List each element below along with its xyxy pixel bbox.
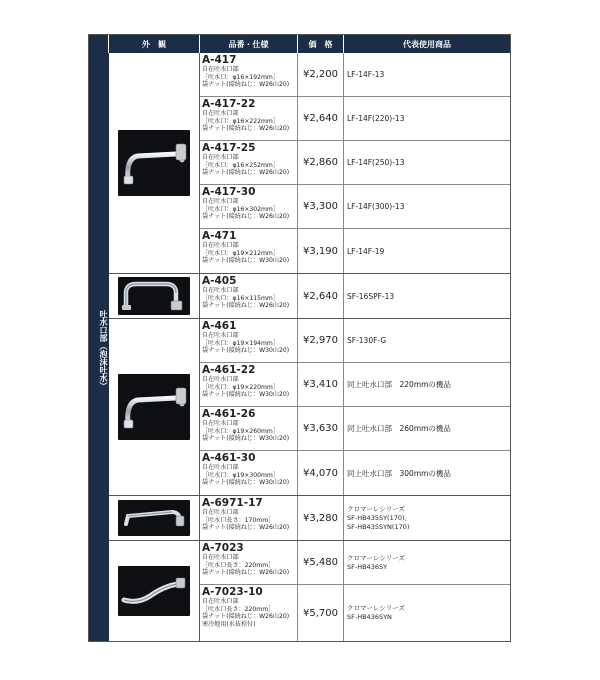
- table-body: [89, 53, 510, 641]
- spec-line: 袋ナット(接続ねじ：W30山20): [202, 257, 290, 265]
- header-price: 価 格: [298, 35, 344, 53]
- spec-line: ［吐水口：φ16×302mm］: [202, 205, 279, 213]
- part-cell: [200, 229, 298, 273]
- part-number: A-6971-17: [202, 497, 263, 509]
- table-row: [200, 274, 510, 318]
- model-lines: [347, 424, 451, 433]
- part-number: A-461: [202, 320, 237, 332]
- spec-line: ［吐水口：φ19×300mm］: [202, 471, 279, 479]
- spec-line: 袋ナット(接続ねじ：W26山20): [202, 613, 290, 621]
- table-row: [200, 407, 510, 451]
- model-cell: [344, 319, 510, 362]
- model-cell: [344, 585, 510, 641]
- table-row: [200, 451, 510, 495]
- part-number: A-417: [202, 54, 237, 66]
- part-number: A-461-30: [202, 452, 256, 464]
- table-row: [200, 97, 510, 141]
- product-photo-cell: [109, 53, 200, 273]
- part-cell: [200, 363, 298, 406]
- spec-line: 袋ナット(接続ねじ：W26山20): [202, 169, 290, 177]
- model-lines: [347, 336, 386, 345]
- part-cell: [200, 274, 298, 318]
- spec-line: 袋ナット(接続ねじ：W30山20): [202, 435, 290, 443]
- model-line: クロマーレシリーズ: [347, 504, 405, 513]
- spec-line: ［吐水口長さ：220mm］: [202, 605, 275, 613]
- header-appearance: 外 観: [109, 35, 200, 53]
- price-cell: ¥4,070: [298, 451, 344, 495]
- table-row: [200, 496, 510, 540]
- model-cell: [344, 496, 510, 540]
- price-cell: ¥5,700: [298, 585, 344, 641]
- part-cell: [200, 53, 298, 96]
- model-cell: [344, 451, 510, 495]
- price-cell: ¥2,860: [298, 141, 344, 184]
- spec-line: 袋ナット(接続ねじ：W26山20): [202, 569, 290, 577]
- part-cell: [200, 541, 298, 584]
- table-row: [200, 185, 510, 229]
- product-group: [109, 541, 510, 641]
- product-rows: [200, 274, 510, 318]
- product-group: [109, 319, 510, 496]
- spec-line: ［吐水口：φ19×194mm］: [202, 339, 279, 347]
- table-row: [200, 229, 510, 273]
- model-line: SF-HB435SY(170)、: [347, 513, 412, 522]
- model-line: 同上吐水口部 220mmの機品: [347, 380, 451, 389]
- table-row: [200, 319, 510, 363]
- spec-line: ［吐水口：φ16×192mm］: [202, 73, 279, 81]
- model-cell: [344, 363, 510, 406]
- table-row: [200, 585, 510, 641]
- spec-line: 自在吐水口部: [202, 332, 239, 339]
- part-cell: [200, 496, 298, 540]
- model-lines: [347, 202, 404, 211]
- spec-line: 自在吐水口部: [202, 554, 239, 561]
- spec-line: 自在吐水口部: [202, 509, 239, 516]
- part-cell: [200, 185, 298, 228]
- price-cell: ¥5,480: [298, 541, 344, 584]
- spec-line: ［吐水口：φ19×260mm］: [202, 427, 279, 435]
- category-label: 吐水口部（泡沫吐水）: [89, 53, 109, 641]
- product-group: [109, 496, 510, 541]
- parts-table: [88, 34, 511, 642]
- product-rows: [200, 53, 510, 273]
- part-number: A-461-22: [202, 364, 256, 376]
- model-cell: [344, 229, 510, 273]
- model-lines: [347, 158, 404, 167]
- model-lines: [347, 469, 451, 478]
- header-model: 代表使用商品: [403, 39, 451, 49]
- spec-line: 自在吐水口部: [202, 154, 239, 161]
- spec-line: 自在吐水口部: [202, 66, 239, 73]
- part-number: A-461-26: [202, 408, 256, 420]
- spec-line: ［吐水口：φ16×222mm］: [202, 117, 279, 125]
- price-cell: ¥2,200: [298, 53, 344, 96]
- model-cell: [344, 185, 510, 228]
- part-cell: [200, 141, 298, 184]
- part-number: A-417-25: [202, 142, 256, 154]
- product-photo-cell: [109, 541, 200, 641]
- model-cell: [344, 141, 510, 184]
- product-rows: [200, 319, 510, 495]
- header-part-spec: 品番・仕様: [200, 35, 298, 53]
- model-line: SF-HB436SYN: [347, 613, 392, 621]
- model-line: クロマーレシリーズ: [347, 553, 405, 562]
- spec-line: ［吐水口長さ：170mm］: [202, 516, 275, 524]
- part-cell: [200, 319, 298, 362]
- model-cell: [344, 274, 510, 318]
- part-number: A-417-30: [202, 186, 256, 198]
- model-lines: [347, 292, 394, 301]
- model-lines: [347, 380, 451, 389]
- model-line: LF-14F(250)-13: [347, 158, 405, 167]
- price-cell: ¥2,640: [298, 97, 344, 140]
- price-cell: ¥3,300: [298, 185, 344, 228]
- model-line: SF-130F-G: [347, 336, 387, 345]
- spec-line: 寒冷地用(水抜栓付): [202, 620, 256, 628]
- model-line: LF-14F(300)-13: [347, 202, 405, 211]
- spec-line: 袋ナット(接続ねじ：W26山20): [202, 213, 290, 221]
- model-cell: [344, 541, 510, 584]
- product-photo-cell: [109, 496, 200, 540]
- model-line: クロマーレシリーズ: [347, 604, 405, 612]
- model-line: LF-14F-13: [347, 70, 385, 79]
- spec-line: ［吐水口：φ19×220mm］: [202, 383, 279, 391]
- part-cell: [200, 97, 298, 140]
- product-rows: [200, 541, 510, 641]
- model-line: 同上吐水口部 260mmの機品: [347, 424, 451, 433]
- model-line: SF-HB435SYN(170): [347, 522, 410, 531]
- product-rows: [200, 496, 510, 540]
- faucet-spout-photo: [118, 374, 190, 440]
- spec-line: 自在吐水口部: [202, 598, 239, 605]
- product-group: [109, 53, 510, 274]
- table-row: [200, 141, 510, 185]
- header-spacer: [89, 35, 109, 53]
- spec-line: 自在吐水口部: [202, 287, 239, 294]
- u-spout-photo: [118, 277, 190, 315]
- spec-line: 袋ナット(接続ねじ：W26山20): [202, 302, 290, 310]
- s-spout-photo: [118, 566, 190, 616]
- part-number: A-7023-10: [202, 586, 263, 598]
- model-lines: [347, 70, 384, 79]
- model-line: SF-16SPF-13: [347, 291, 395, 301]
- spec-line: 袋ナット(接続ねじ：W30山20): [202, 391, 290, 399]
- spec-line: 自在吐水口部: [202, 376, 239, 383]
- spec-line: 袋ナット(接続ねじ：W26山20): [202, 81, 290, 89]
- spec-line: 自在吐水口部: [202, 110, 239, 117]
- spec-line: 自在吐水口部: [202, 242, 239, 249]
- spec-line: ［吐水口：φ16×115mm］: [202, 294, 279, 302]
- spec-line: 袋ナット(接続ねじ：W30山20): [202, 347, 290, 355]
- model-line: 同上吐水口部 300mmの機品: [347, 468, 451, 478]
- product-photo-cell: [109, 274, 200, 318]
- model-lines: [347, 247, 384, 256]
- part-number: A-471: [202, 230, 237, 242]
- spec-line: 自在吐水口部: [202, 464, 239, 471]
- model-cell: [344, 407, 510, 450]
- product-group: [109, 274, 510, 319]
- straight-spout-photo: [118, 500, 190, 536]
- price-cell: ¥2,640: [298, 274, 344, 318]
- table-row: [200, 541, 510, 585]
- part-cell: [200, 585, 298, 641]
- model-cell: [344, 97, 510, 140]
- price-cell: ¥2,970: [298, 319, 344, 362]
- spec-line: ［吐水口：φ16×252mm］: [202, 161, 279, 169]
- model-line: LF-14F-19: [347, 246, 385, 256]
- price-cell: ¥3,630: [298, 407, 344, 450]
- model-cell: [344, 53, 510, 96]
- model-lines: [347, 554, 405, 572]
- spec-line: 袋ナット(接続ねじ：W26山20): [202, 524, 290, 532]
- price-cell: ¥3,190: [298, 229, 344, 273]
- model-lines: [347, 114, 404, 123]
- model-lines: [347, 604, 405, 622]
- price-cell: ¥3,410: [298, 363, 344, 406]
- spec-line: ［吐水口長さ：220mm］: [202, 561, 275, 569]
- table-row: [200, 53, 510, 97]
- part-number: A-417-22: [202, 98, 256, 110]
- model-line: LF-14F(220)-13: [347, 114, 405, 123]
- part-number: A-7023: [202, 542, 244, 554]
- price-cell: ¥3,280: [298, 496, 344, 540]
- part-number: A-405: [202, 275, 237, 287]
- product-photo-cell: [109, 319, 200, 495]
- part-cell: [200, 451, 298, 495]
- model-line: SF-HB436SY: [347, 562, 388, 571]
- faucet-spout-photo: [118, 130, 190, 196]
- model-lines: [347, 505, 411, 532]
- spec-line: ［吐水口：φ19×212mm］: [202, 249, 279, 257]
- table-header: [89, 35, 510, 53]
- part-cell: [200, 407, 298, 450]
- spec-line: 自在吐水口部: [202, 420, 239, 427]
- spec-line: 袋ナット(接続ねじ：W26山20): [202, 125, 290, 133]
- spec-line: 袋ナット(接続ねじ：W30山20): [202, 479, 290, 487]
- table-row: [200, 363, 510, 407]
- spec-line: 自在吐水口部: [202, 198, 239, 205]
- product-groups: [109, 53, 510, 641]
